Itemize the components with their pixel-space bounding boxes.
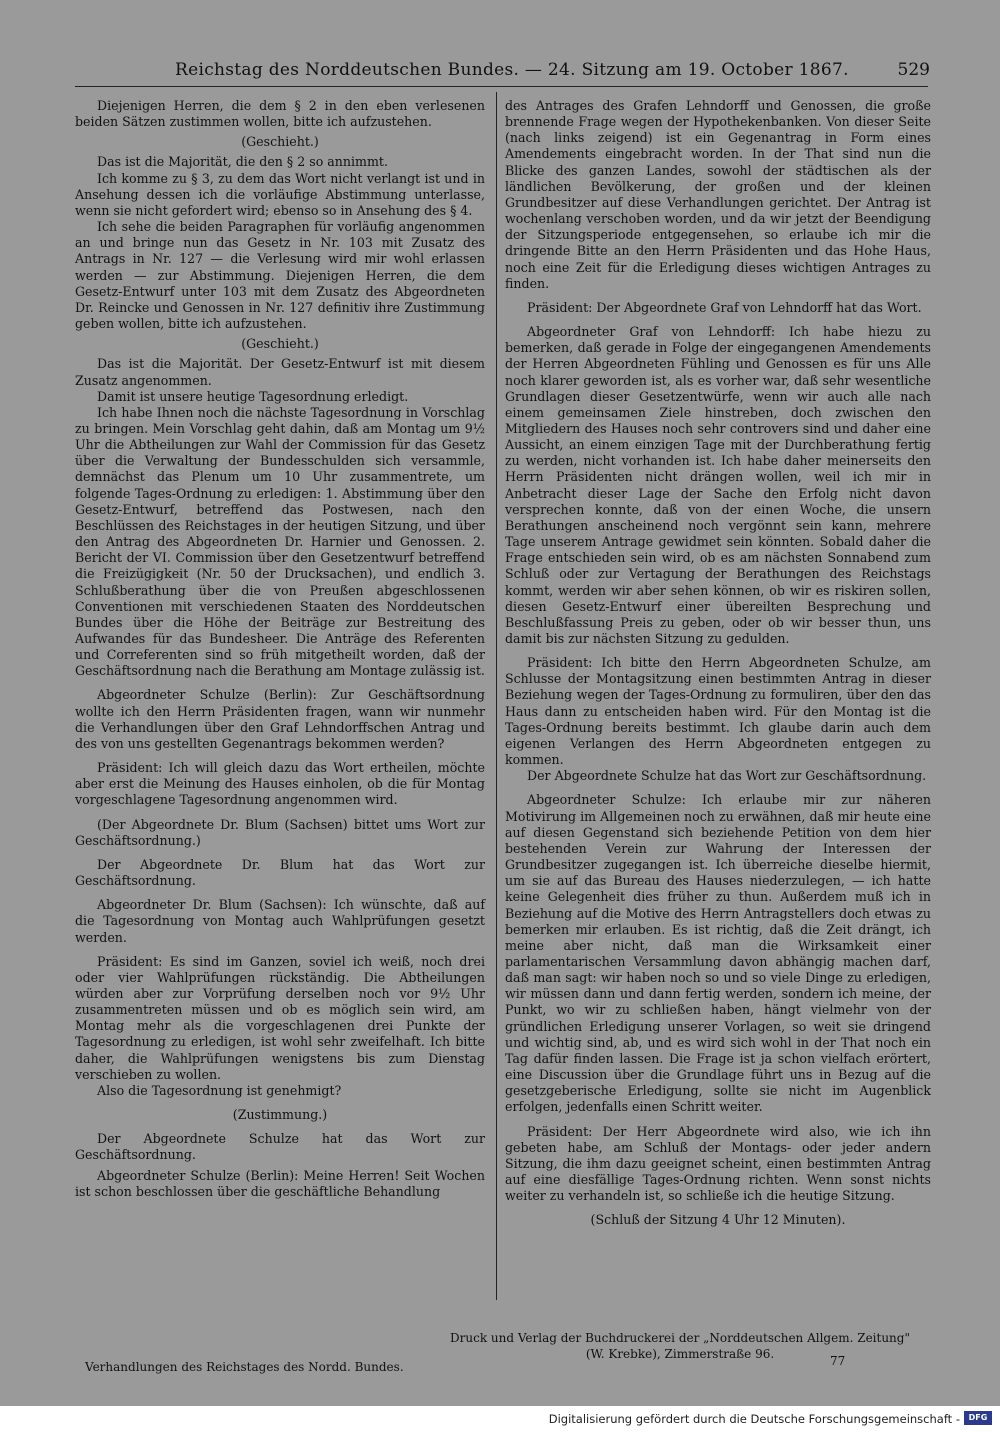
- speech: Abgeordneter Schulze (Berlin): Zur Geschäftsordnung wollte ich den Herrn Präsidenten fragen, wann wir nunmehr die Verhandlungen über den Graf Lehndorffschen Antrag und des von uns gestellten Gegenantrags bekommen werden?: [75, 687, 485, 751]
- paragraph: Diejenigen Herren, die dem § 2 in den eben verlesenen beiden Sätzen zustimmen wollen, bitte ich aufzustehen.: [75, 98, 485, 130]
- imprint-line: Druck und Verlag der Buchdruckerei der „Norddeutschen Allgem. Zeitung": [450, 1331, 910, 1345]
- page-header: [70, 58, 930, 86]
- header-rule: [75, 86, 928, 87]
- stage-direction: (Der Abgeordnete Dr. Blum (Sachsen) bittet ums Wort zur Geschäftsordnung.): [75, 816, 485, 848]
- stage-direction: (Geschieht.): [241, 134, 319, 150]
- column-divider: [496, 92, 497, 1300]
- imprint-line: (W. Krebke), Zimmerstraße 96.: [585, 1347, 775, 1361]
- speech: Abgeordneter Graf von Lehndorff: Ich habe hiezu zu bemerken, daß gerade in Folge der eingegangenen Amendements der Herren Abgeordneten Fühling und Genossen es für uns Alle noch klarer geworden ist, als es vorher war, daß sehr wesentliche Grundlagen dieser Gesetzentwürfe, wenn wir auch alle nach einem gemeinsamen Ziele hinstreben, doch zwischen den Mitgliedern des Hauses noch sehr controvers sind und daher eine Aussicht, an einem einzigen Tage mit der Durchberathung fertig zu werden, nicht vorhanden ist. Ich habe daher meinerseits den Herrn Präsidenten nicht drängen wollen, weil ich mir in Anbetracht dieser Lage der Sache den Erfolg nicht davon versprechen konnte, daß von der einen Woche, die unsern Berathungen anscheinend noch vergönnt sein kann, mehrere Tage unserem Antrage gewidmet sein könnten. Sobald daher die Frage entschieden sein wird, ob es am nächsten Sonnabend zum Schluß oder zur Vertagung der Berathungen des Reichstags kommt, werden wir aber sehen können, ob wir es riskiren sollen, diesen Gesetz-Entwurf einer übereilten Besprechung und Beschlußfassung Preis zu geben, oder ob wir besser thun, uns damit bis zur nächsten Sitzung zu gedulden.: [505, 324, 931, 646]
- paragraph: Der Abgeordnete Dr. Blum hat das Wort zur Geschäftsordnung.: [75, 856, 485, 889]
- right-column: [505, 98, 931, 1228]
- paragraph: Der Abgeordnete Schulze hat das Wort zur Geschäftsordnung.: [527, 768, 927, 784]
- speech: Abgeordneter Dr. Blum (Sachsen): Ich wünschte, daß auf die Tagesordnung von Montag auch Wahlprüfungen gesetzt werden.: [75, 897, 485, 945]
- paragraph: Ich habe Ihnen noch die nächste Tagesordnung in Vorschlag zu bringen. Mein Vorschlag geht dahin, daß am Montag um 9½ Uhr die Abtheilungen zur Wahl der Commission für das Gesetz über die Verwaltung der Bundesschulden sich versammle, demnächst das Plenum um 10 Uhr zusammentrete, um folgende Tages-Ordnung zu erledigen: 1. Abstimmung über den Gesetz-Entwurf, betreffend das Postwesen, nach den Beschlüssen des Reichstages in der heutigen Sitzung, und über den Antrag des Abgeordneten Dr. Harnier und Genossen. 2. Bericht der VI. Commission über den Gesetzentwurf betreffend die Freizügigkeit (Nr. 50 der Drucksachen), und endlich 3. Schlußberathung über die von Preußen abgeschlossenen Conventionen mit verschiedenen Staaten des Norddeutschen Bundes über die Höhe der Beiträge zur Bestreitung des Aufwandes für das Bundesheer. Die Anträge des Referenten und Correferenten sind so früh mitgetheilt worden, daß der Geschäftsordnung nach die Berathung am Montage zulässig ist.: [75, 404, 485, 679]
- paragraph: Ich komme zu § 3, zu dem das Wort nicht verlangt ist und in Ansehung dessen ich die vorläufige Abstimmung unterlasse, wenn sie nicht gefordert wird; ebenso so in Ansehung des § 4.: [75, 170, 485, 218]
- sheet-number: 77: [830, 1354, 846, 1368]
- speech: Präsident: Der Abgeordnete Graf von Lehndorff hat das Wort.: [527, 299, 922, 315]
- speech: Präsident: Ich bitte den Herrn Abgeordneten Schulze, am Schlusse der Montagsitzung einen bestimmten Antrag in dieser Beziehung wegen der Tages-Ordnung zu formuliren, über den das Haus dann zu entscheiden haben wird. Für den Montag ist die Tages-Ordnung bereits bestimmt. Ich glaube darin auch dem eigenen Verlangen des Herrn Abgeordneten entgegen zu kommen.: [505, 655, 931, 768]
- speech: Abgeordneter Schulze: Ich erlaube mir zur näheren Motivirung im Allgemeinen noch zu erwähnen, daß mir heute eine auf diesen Gegenstand sich beziehende Petition von dem hier bestehenden Verein zur Wahrung der Interessen der Grundbesitzer zugegangen ist. Ich überreiche dieselbe hiermit, um sie auf das Bureau des Hauses niederzulegen, — ich hatte keine Gelegenheit dies früher zu thun. Außerdem muß ich in Beziehung auf die Motive des Herrn Antragstellers doch etwas zu bemerken mir erlauben. Es ist richtig, daß die Zeit drängt, ich meine aber nicht, daß man die Wirksamkeit einer parlamentarischen Versammlung davon abhängig machen darf, daß man sagt: wir haben noch so und so viele Dinge zu erledigen, wir müssen dann und dann fertig werden, sondern ich meine, der Punkt, wo wir zu schließen haben, hängt vielmehr von der gründlichen Erledigung unserer Vorlagen, so weit sie dringend und wichtig sind, ab, und es wird sich wohl in der That noch ein Tag dafür finden lassen. Die Frage ist ja schon vielfach erörtert, eine Discussion über die Grundlage führt uns in Bezug auf die gesetzgeberische Erledigung, sollte sie nicht im Augenblick erfolgen, jedenfalls einen Schritt weiter.: [505, 792, 931, 1115]
- page-number: 529: [897, 60, 930, 80]
- paragraph: Damit ist unsere heutige Tagesordnung erledigt.: [97, 388, 409, 404]
- paragraph: Das ist die Majorität, die den § 2 so annimmt.: [97, 154, 388, 170]
- paragraph: des Antrages des Grafen Lehndorff und Genossen, die große brennende Frage wegen der Hypothekenbanken. Von dieser Seite (nach links zeigend) ist ein Gegenantrag in Form eines Amendements eingebracht worden. In der That sind nun die Blicke des ganzen Landes, sowohl der städtischen als der ländlichen Bevölkerung, der großen und der kleinen Grundbesitzer auf diese Verhandlungen gerichtet. Der Antrag ist wochenlang verschoben worden, und da wir jetzt der Beendigung der Sitzungsperiode entgegensehen, so erlaube ich mir die dringende Bitte an den Herrn Präsidenten und das Hohe Haus, noch eine Zeit für die Erledigung dieses wichtigen Antrages zu finden.: [505, 98, 931, 291]
- paragraph: Der Abgeordnete Schulze hat das Wort zur Geschäftsordnung.: [75, 1131, 485, 1163]
- speech: Abgeordneter Schulze (Berlin): Meine Herren! Seit Wochen ist schon beschlossen über die geschäftliche Behandlung: [75, 1167, 485, 1199]
- stage-direction: (Geschieht.): [241, 336, 319, 352]
- publication-signature: Verhandlungen des Reichstages des Nordd. Bundes.: [85, 1360, 404, 1374]
- paragraph: Ich sehe die beiden Paragraphen für vorläufig angenommen an und bringe nun das Gesetz in Nr. 103 mit Zusatz des Antrags in Nr. 127 — die Verlesung wird mir wohl erlassen werden — zur Abstimmung. Diejenigen Herren, die dem Gesetz-Entwurf unter 103 mit dem Zusatz des Abgeordneten Dr. Reincke und Genossen in Nr. 127 definitiv ihre Zustimmung geben wollen, bitte ich aufzustehen.: [75, 219, 485, 332]
- speech: Präsident: Es sind im Ganzen, soviel ich weiß, noch drei oder vier Wahlprüfungen rückständig. Die Abtheilungen würden aber zur Vorprüfung derselben noch vor 9½ Uhr zusammentreten müssen und ob es möglich sein wird, am Montag mehr als die vorgeschlagenen drei Punkte der Tagesordnung zu erledigen, ist wohl sehr zweifelhaft. Ich bitte daher, die Wahlprüfungen wenigstens bis zum Dienstag verschieben zu wollen.: [75, 953, 485, 1082]
- stage-direction: (Zustimmung.): [232, 1107, 328, 1123]
- speech: Präsident: Der Herr Abgeordnete wird also, wie ich ihn gebeten habe, am Schluß der Montags- oder jeder andern Sitzung, die ihm dazu geeignet scheint, einen bestimmten Antrag auf eine diesfällige Tages-Ordnung richten. Wenn sonst nichts weiter zu verhandeln ist, so schließe ich die heutige Sitzung.: [505, 1123, 931, 1204]
- header-title: Reichstag des Norddeutschen Bundes. — 24. Sitzung am 19. October 1867.: [175, 60, 849, 80]
- paragraph: Das ist die Majorität. Der Gesetz-Entwurf ist mit diesem Zusatz angenommen.: [75, 356, 485, 388]
- printer-imprint: [430, 1330, 930, 1362]
- stage-direction: (Schluß der Sitzung 4 Uhr 12 Minuten).: [590, 1212, 846, 1228]
- left-column: [75, 98, 485, 1200]
- digitization-credit: Digitalisierung gefördert durch die Deutsche Forschungsgemeinschaft -: [548, 1412, 960, 1426]
- dfg-logo: DFG: [964, 1411, 992, 1425]
- speech: Präsident: Ich will gleich dazu das Wort ertheilen, möchte aber erst die Meinung des Hauses einholen, ob die für Montag vorgeschlagene Tagesordnung angenommen wird.: [75, 760, 485, 808]
- paragraph: Also die Tagesordnung ist genehmigt?: [97, 1082, 342, 1098]
